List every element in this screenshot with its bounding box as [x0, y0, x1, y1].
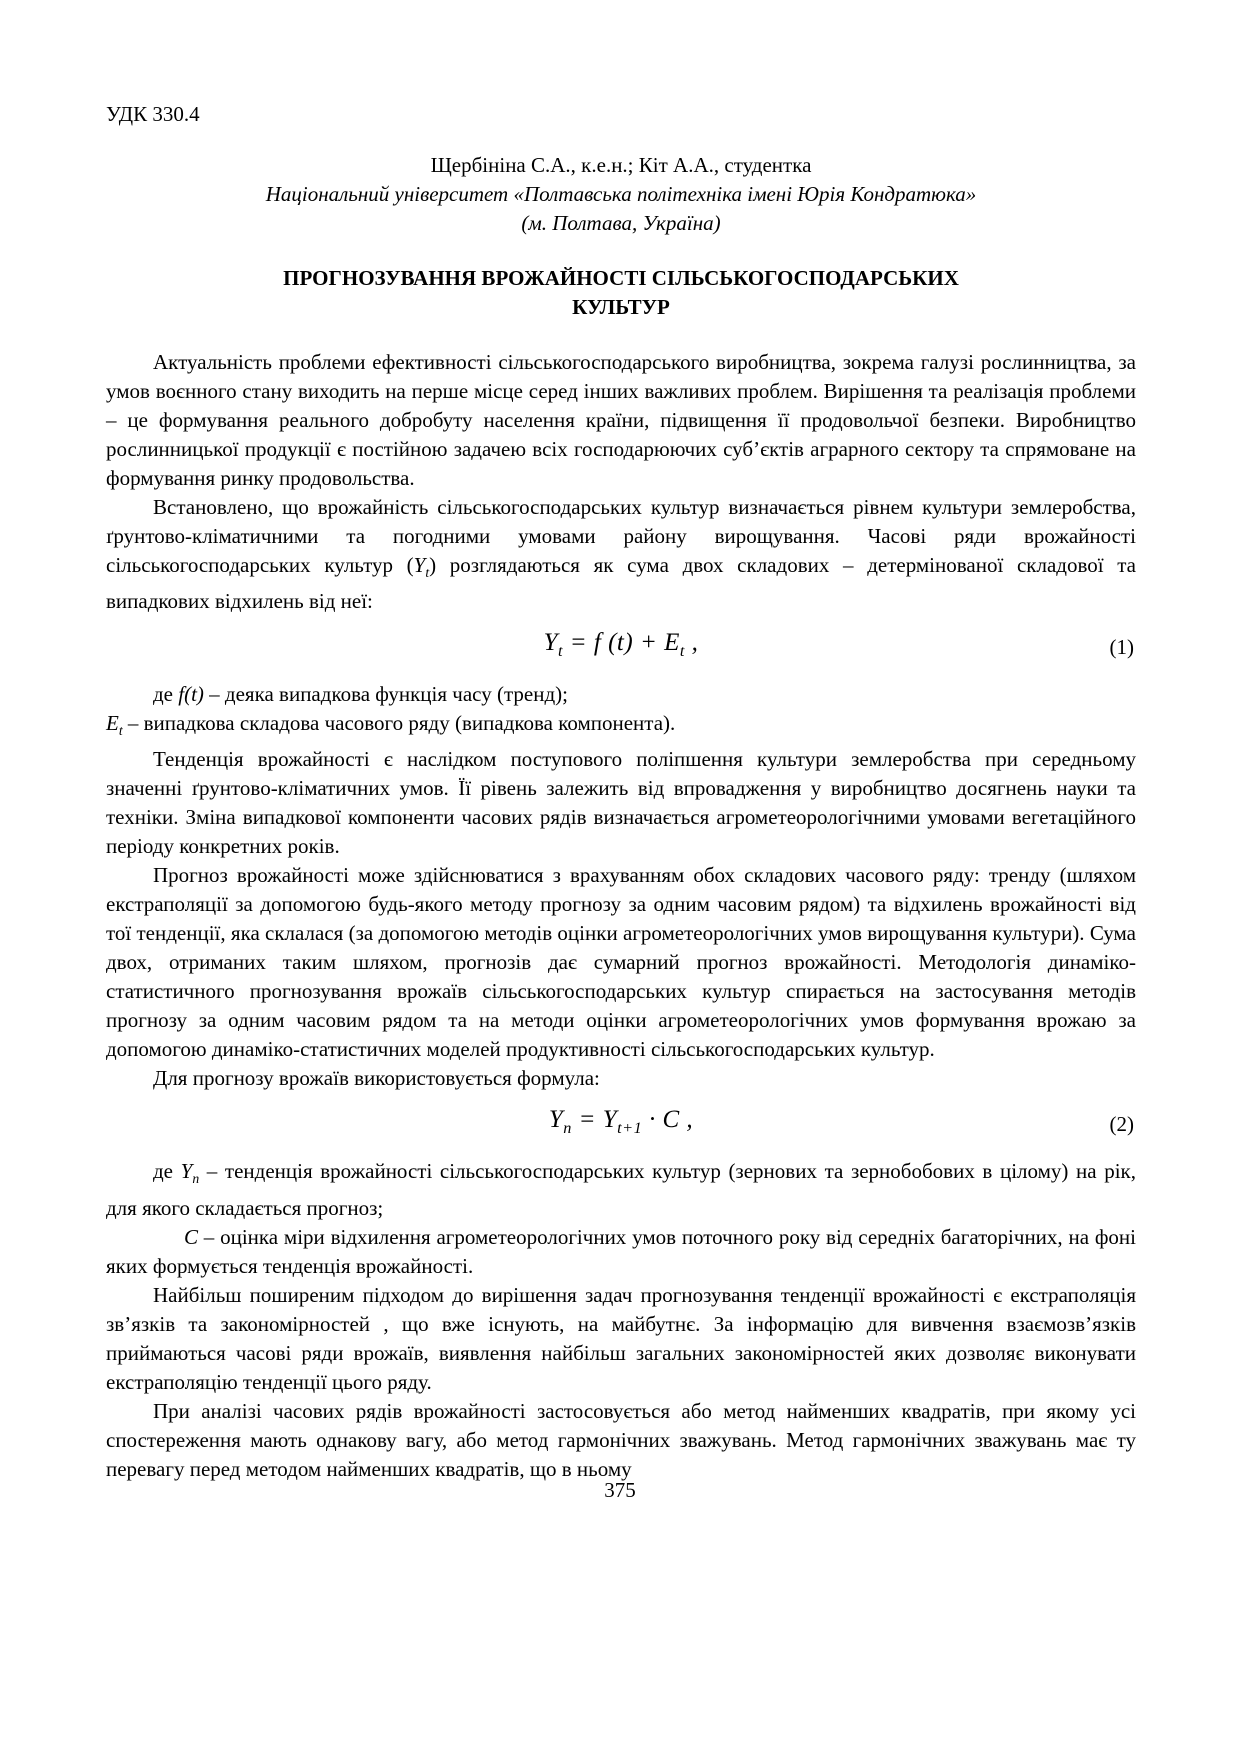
equation-2 — [106, 1103, 1136, 1145]
paragraph-formula-intro: Для прогнозу врожаїв використовується формула: — [153, 1066, 600, 1091]
location-line: (м. Полтава, Україна) — [521, 211, 721, 235]
paper-title — [106, 264, 1136, 322]
paper-title-line-1: ПРОГНОЗУВАННЯ ВРОЖАЙНОСТІ СІЛЬСЬКОГОСПОДАРСЬКИХ — [283, 266, 959, 290]
paragraph-least-squares: При аналізі часових рядів врожайності застосовується або метод найменших квадратів, при якому усі спостереження мають однакову вагу, або метод гармонічних зважувань. Метод гармонічних зважувань має ту перевагу перед методом найменших квадратів, що в ньому — [106, 1398, 1136, 1481]
udc-code: УДК 330.4 — [106, 102, 200, 126]
paper-title-line-2: КУЛЬТУР — [572, 295, 670, 319]
authors-line: Щербініна С.А., к.е.н.; Кіт А.А., студентка — [430, 153, 812, 177]
paragraph-forecast-method: Прогноз врожайності може здійснюватися з врахуванням обох складових часового ряду: тренду (шляхом екстраполяції за допомогою будь-якого методу прогнозу за одним часовим рядом) та відхилень врожайності від тої тенденції, яка склалася (за допомогою методів оцінки агрометеорологічних умов вирощування культури). Сума двох, отриманих таким шляхом, прогнозів дає сумарний прогноз врожайності. Методологія динаміко-статистичного прогнозування врожаїв сільськогосподарських культур спирається на застосування методів прогнозу за одним часовим рядом та на методи оцінки агрометеорологічних умов формування врожаю за допомогою динаміко-статистичних моделей продуктивності сільськогосподарських культур. — [106, 863, 1136, 1062]
paragraph-trend: Тенденція врожайності є наслідком поступового поліпшення культури землеробства при середньому значенні ґрунтово-кліматичних умов. Її рівень залежить від впровадження у виробництво досягнень науки та техніки. Зміна випадкової компоненти часових рядів визначається агрометеорологічними умовами вегетаційного періоду конкретних років. — [106, 747, 1136, 859]
paragraph-time-series: Встановлено, що врожайність сільськогосподарських культур визначається рівнем культури землеробства, ґрунтово-кліматичними та погодними умовами району вирощування. Часові ряди врожайності сільськогосподарських культур $(Y_t)$ розглядаються як сума двох складових – детермінованої складової та випадкових відхилень від неї: — [106, 495, 1137, 614]
page-number: 375 — [604, 1478, 636, 1502]
paragraph-where-et: $E_t$ – випадкова складова часового ряду (випадкова компонента). — [106, 711, 676, 739]
equation-2-number: (2) — [1109, 1112, 1134, 1137]
equation-1-number: (1) — [1109, 635, 1134, 660]
affiliation-line: Національний університет «Полтавська політехніка імені Юрія Кондратюка» — [265, 182, 977, 206]
paragraph-where-ft: де f(t) – деяка випадкова функція часу (тренд); — [153, 682, 568, 707]
paragraph-extrapolation: Найбільш поширеним підходом до вирішення задач прогнозування тенденції врожайності є екстраполяція зв’язків та закономірностей , що вже існують, на майбутнє. За інформацію для вивчення взаємозв’язків приймаються часові ряди врожаїв, виявлення найбільш загальних закономірностей яких дозволяє виконувати екстраполяцію тенденції цього ряду. — [106, 1282, 1136, 1394]
paragraph-where-c: С – оцінка міри відхилення агрометеорологічних умов поточного року від середніх багаторічних, на фоні яких формується тенденція врожайності. — [106, 1224, 1136, 1278]
paragraph-where-yn: де $Y_n$ – тенденція врожайності сільськогосподарських культур (зернових та зернобобових в цілому) на рік, для якого складається прогноз; — [106, 1159, 1136, 1220]
equation-1 — [106, 626, 1136, 668]
equation-2-formula: $Y_n = Y_{t+1} \cdot C$ , — [548, 1106, 694, 1138]
paragraph-intro: Актуальність проблеми ефективності сільськогосподарського виробництва, зокрема галузі рослинництва, за умов воєнного стану виходить на перше місце серед інших важливих проблем. Вирішення та реалізація проблеми – це формування реального добробуту населення країни, підвищення її продовольчої безпеки. Виробництво рослинницької продукції є постійною задачею всіх господарюючих суб’єктів аграрного сектору та спрямоване на формування ринку продовольства. — [106, 350, 1136, 490]
equation-1-formula: $Y_t = f$ $(t) + E_t$ , — [543, 629, 699, 661]
